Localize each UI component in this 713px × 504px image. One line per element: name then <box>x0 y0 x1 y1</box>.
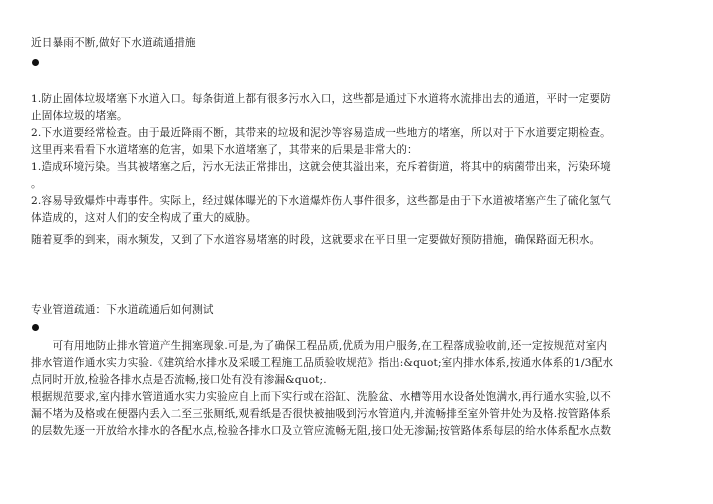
section1-line-8: 体造成的，这对人们的安全构成了重大的威胁。 <box>31 212 257 224</box>
bullet-icon <box>32 324 39 331</box>
section1-line-1: 1.防止固体垃圾堵塞下水道入口。每条街道上都有很多污水入口，这些都是通过下水道将水流排出去的通道，平时一定要防 <box>31 93 611 105</box>
section1-title: 近日暴雨不断,做好下水道疏通措施 <box>31 37 196 49</box>
section1-line-6: 。 <box>31 178 42 190</box>
section1-line-3: 2.下水道要经常检查。由于最近降雨不断，其带来的垃圾和泥沙等容易造成一些地方的堵塞，所以对于下水道要定期检查。 <box>31 127 611 139</box>
section1-line-2: 止固体垃圾的堵塞。 <box>31 110 128 122</box>
section2-line-2: 排水管道作通水实力实验.《建筑给水排水及采暖工程施工品质验收规范》指出:&quot;室内排水体系,按通水体系的1/3配水 <box>31 357 614 369</box>
bullet-icon <box>32 59 39 66</box>
section2-line-5: 漏不堵为及格或在便器内丢入二至三张厕纸,观看纸是否很快被抽吸到污水管道内,并流畅排至室外管井处为及格.按管路体系 <box>31 408 611 420</box>
section1-line-4: 这里再来看看下水道堵塞的危害，如果下水道堵塞了，其带来的后果是非常大的： <box>31 144 418 156</box>
section1-line-9: 随着夏季的到来，雨水频发，又到了下水道容易堵塞的时段，这就要求在平日里一定要做好预防措施，确保路面无积水。 <box>31 234 601 246</box>
section1-line-5: 1.造成环境污染。当其被堵塞之后，污水无法正常排出，这就会使其溢出来，充斥着街道，将其中的病菌带出来，污染环境 <box>31 161 611 173</box>
section2-title: 专业管道疏通：下水道疏通后如何测试 <box>31 304 214 316</box>
section2-line-6: 的层数先逐一开放给水排水的各配水点,检验各排水口及立管应流畅无阻,接口处无渗漏;按管路体系每层的给水体系配水点数 <box>31 425 612 437</box>
section2-line-3: 点同时开放,检验各排水点是否流畅,接口处有没有渗漏&quot;. <box>31 374 327 386</box>
section1-line-7: 2.容易导致爆炸中毒事件。实际上，经过媒体曝光的下水道爆炸伤人事件很多，这些都是由于下水道被堵塞产生了硫化氢气 <box>31 195 611 207</box>
section2-line-1: 可有用地防止排水管道产生拥塞现象.可是,为了确保工程品质,优质为用户服务,在工程落成验收前,还一定按规范对室内 <box>31 340 608 352</box>
section2-line-4: 根据规范要求,室内排水管道通水实力实验应自上而下实行或在浴缸、洗脸盆、水槽等用水设备处饱满水,再行通水实验,以不 <box>31 391 611 403</box>
